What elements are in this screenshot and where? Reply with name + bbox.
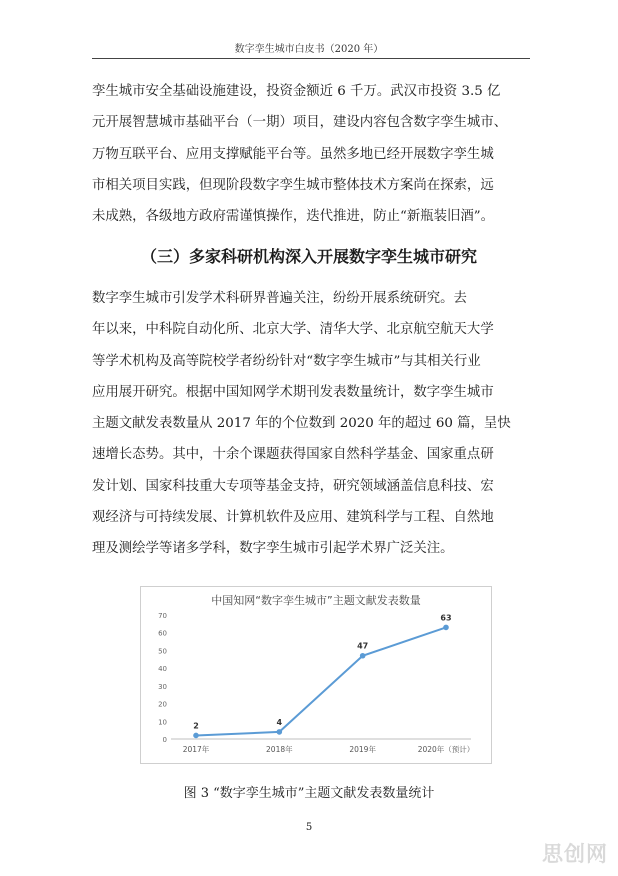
paragraph-line: 数字孪生城市引发学术科研界普遍关注，纷纷开展系统研究。去 xyxy=(92,291,467,306)
x-tick-label: 2020年（预计） xyxy=(417,745,475,754)
data-point xyxy=(443,625,449,631)
page-number: 5 xyxy=(305,822,313,833)
header-rule xyxy=(92,58,530,59)
x-tick-label: 2017年 xyxy=(182,745,210,754)
section-heading: （三）多家科研机构深入开展数字孪生城市研究 xyxy=(140,247,477,266)
figure-caption: 图 3 “数字孪生城市”主题文献发表数量统计 xyxy=(183,786,435,801)
paragraph-1 xyxy=(92,76,532,232)
running-header: 数字孪生城市白皮书（2020 年） xyxy=(234,44,384,55)
data-point xyxy=(360,653,366,659)
x-tick-label: 2018年 xyxy=(266,745,293,754)
data-point xyxy=(277,729,283,735)
y-tick-label: 40 xyxy=(158,665,167,674)
paragraph-line: 年以来，中科院自动化所、北京大学、清华大学、北京航空航天大学 xyxy=(92,322,494,338)
paragraph-line: 发计划、国家科技重大专项等基金支持，研究领域涵盖信息科技、宏 xyxy=(92,478,494,494)
paragraph-line: 等学术机构及高等院校学者纷纷针对“数字孪生城市”与其相关行业 xyxy=(92,353,481,369)
paragraph-line: 元开展智慧城市基础平台（一期）项目，建设内容包含数字孪生城市、 xyxy=(92,115,508,131)
y-tick-label: 60 xyxy=(158,629,167,638)
paragraph-line: 市相关项目实践，但现阶段数字孪生城市整体技术方案尚在探索，远 xyxy=(92,177,494,193)
y-tick-label: 50 xyxy=(158,647,167,656)
y-tick-label: 30 xyxy=(158,682,167,691)
watermark-logo: 思创网 xyxy=(542,842,608,866)
paragraph-line: 未成熟，各级地方政府需谨慎操作，迭代推进，防止“新瓶装旧酒”。 xyxy=(92,209,495,225)
paragraph-line: 理及测绘学等诸多学科，数字孪生城市引起学术界广泛关注。 xyxy=(92,541,454,557)
chart-title: 中国知网“数字孪生城市”主题文献发表数量 xyxy=(211,594,421,607)
paragraph-line: 孪生城市安全基础设施建设，投资金额近 6 千万。武汉市投资 3.5 亿 xyxy=(92,84,501,99)
series-line xyxy=(196,627,446,735)
paragraph-2 xyxy=(92,283,532,565)
paragraph-line: 应用展开研究。根据中国知网学术期刊发表数量统计，数字孪生城市 xyxy=(92,384,494,400)
x-tick-label: 2019年 xyxy=(349,745,376,754)
data-label: 63 xyxy=(440,613,452,623)
data-point xyxy=(193,733,199,739)
data-label: 2 xyxy=(193,721,199,731)
y-tick-label: 70 xyxy=(158,612,167,620)
data-label: 4 xyxy=(276,717,283,727)
y-tick-label: 20 xyxy=(158,700,167,709)
y-tick-label: 10 xyxy=(158,718,167,727)
paragraph-line: 速增长态势。其中，十余个课题获得国家自然科学基金、国家重点研 xyxy=(92,447,494,463)
paragraph-line: 观经济与可持续发展、计算机软件及应用、建筑科学与工程、自然地 xyxy=(92,510,494,526)
paragraph-line: 主题文献发表数量从 2017 年的个位数到 2020 年的超过 60 篇，呈快 xyxy=(92,416,511,432)
paragraph-line: 万物互联平台、应用支撑赋能平台等。虽然多地已经开展数字孪生城 xyxy=(92,146,494,162)
line-chart xyxy=(141,587,491,763)
data-label: 47 xyxy=(357,641,369,651)
chart-container xyxy=(140,586,492,764)
y-tick-label: 0 xyxy=(162,736,167,744)
